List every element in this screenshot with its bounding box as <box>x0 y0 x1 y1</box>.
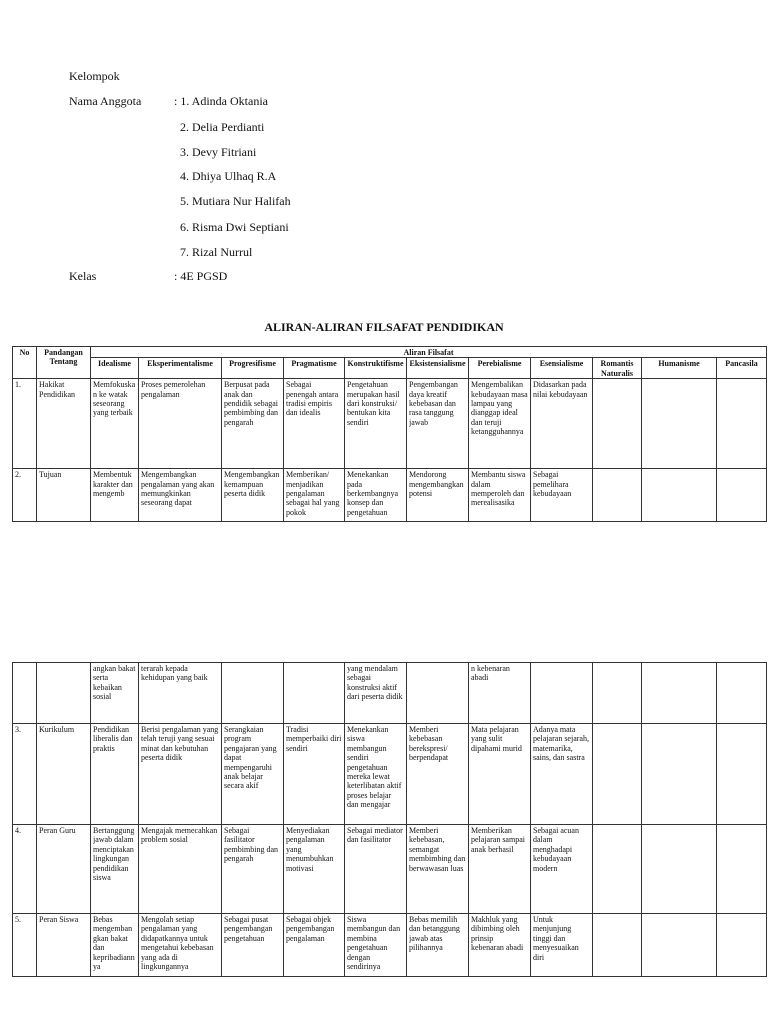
aliran-cell-text: Sebagai penengah antara tradisi empiris dan idealis <box>286 380 339 418</box>
row-topic-cell <box>37 724 91 825</box>
aliran-cell <box>345 724 407 825</box>
aliran-cell <box>531 379 593 469</box>
aliran-cell-text: Makhluk yang dibimbing oleh prinsip kebenaran abadi <box>471 915 524 953</box>
aliran-cell-text: Memberikan/ menjadikan pengalaman sebagai hal yang pokok <box>286 470 340 517</box>
table-row <box>13 914 767 977</box>
aliran-cell <box>91 914 139 977</box>
aliran-cell <box>345 825 407 914</box>
aliran-cell-text: Pengembangan daya kreatif kebebasan dan rasa tanggung jawab <box>409 380 458 427</box>
col-aliran-header: Pragmatisme <box>284 358 345 379</box>
aliran-cell <box>642 914 717 977</box>
row-number-cell <box>13 914 37 977</box>
aliran-cell-text: Mengembalikan kebudayaan masa lampau yang dianggap ideal dan teruji ketangguhannya <box>471 380 528 437</box>
aliran-cell <box>222 469 284 522</box>
aliran-cell-text: Mengolah setiap pengalaman yang didapatkannya untuk mengetahui kebebasan yang ada di lingkungannya <box>141 915 214 972</box>
aliran-cell-text: Sebagai pusat pengembangan pengetahuan <box>224 915 273 943</box>
aliran-cell <box>469 469 531 522</box>
aliran-cell-text: Sebagai mediator dan fasilitator <box>347 826 403 845</box>
aliran-cell-text: Memberi kebebasan berekspresi/ berpendapat <box>409 725 449 763</box>
philosophy-table-part-1 <box>12 346 767 522</box>
col-pandangan-header: Pandangan Tentang <box>37 347 91 379</box>
row-number-cell-text: 1. <box>15 380 21 390</box>
table-row <box>13 825 767 914</box>
aliran-cell-text: Pendidikan liberalis dan praktis <box>93 725 133 753</box>
aliran-cell-text: Bebas mengembangkan bakat dan kepribadiannya <box>93 915 135 972</box>
member-6: 6. Risma Dwi Septiani <box>180 220 289 234</box>
member-3: 3. Devy Fitriani <box>180 145 257 159</box>
aliran-cell-text: n kebenaran abadi <box>471 664 510 683</box>
aliran-cell <box>469 825 531 914</box>
aliran-cell <box>139 724 222 825</box>
aliran-cell <box>91 469 139 522</box>
aliran-cell <box>593 663 642 724</box>
aliran-cell <box>91 825 139 914</box>
col-aliran-header: Esensialisme <box>531 358 593 379</box>
aliran-cell <box>593 724 642 825</box>
col-aliran-header: Eksperimentalisme <box>139 358 222 379</box>
aliran-cell <box>642 663 717 724</box>
row-number-cell-text: 3. <box>15 725 21 734</box>
row-topic-cell <box>37 914 91 977</box>
row-topic-cell <box>37 663 91 724</box>
member-7: 7. Rizal Nurrul <box>180 245 253 259</box>
aliran-cell <box>642 379 717 469</box>
row-number-cell-text: 2. <box>15 470 21 480</box>
aliran-cell <box>139 825 222 914</box>
aliran-cell <box>407 914 469 977</box>
aliran-cell-text: Bebas memilih dan betanggung jawab atas pilihannya <box>409 915 460 953</box>
aliran-cell <box>469 724 531 825</box>
aliran-cell-text: yang mendalam sebagai konstruksi aktif dari peserta didik <box>347 664 403 702</box>
member-5: 5. Mutiara Nur Halifah <box>180 194 291 208</box>
aliran-cell-text: angkan bakat serta kebaikan sosial <box>93 664 136 702</box>
table-row <box>13 663 767 724</box>
aliran-cell <box>717 469 767 522</box>
aliran-cell <box>139 469 222 522</box>
aliran-cell-text: Membentuk karakter dan mengemb <box>93 470 133 499</box>
aliran-cell-text: Mengajak memecahkan problem sosial <box>141 826 218 845</box>
col-aliran-header: Perebialisme <box>469 358 531 379</box>
col-aliran-header: Romantis Naturalis <box>593 358 642 379</box>
aliran-cell-text: Berisi pengalaman yang telah teruji yang sesuai minat dan kebutuhan peserta didik <box>141 725 219 763</box>
aliran-cell-text: Mendorong mengembangkan potensi <box>409 470 464 499</box>
row-topic-cell-text: Peran Siswa <box>39 915 79 924</box>
row-topic-cell-text: Hakikat Pendidikan <box>39 380 75 399</box>
aliran-cell-text: Serangkaian program pengajaran yang dapat mempengaruhi anak belajar secara akif <box>224 725 277 791</box>
col-aliran-header: Konstruktifisme <box>345 358 407 379</box>
aliran-cell <box>717 825 767 914</box>
aliran-cell <box>284 724 345 825</box>
philosophy-table-part-2 <box>12 662 767 977</box>
aliran-cell <box>531 724 593 825</box>
aliran-cell <box>222 379 284 469</box>
aliran-cell-text: Proses pemerolehan pengalaman <box>141 380 206 399</box>
aliran-cell-text: Memberi kebebasan, semangat membimbing dan berwawasan luas <box>409 826 466 873</box>
row-topic-cell-text: Tujuan <box>39 470 62 480</box>
aliran-cell <box>593 379 642 469</box>
aliran-cell <box>717 914 767 977</box>
aliran-cell <box>284 825 345 914</box>
row-number-cell <box>13 379 37 469</box>
col-aliran-header: Eksistensialisme <box>407 358 469 379</box>
aliran-cell <box>222 914 284 977</box>
aliran-cell <box>407 825 469 914</box>
aliran-cell <box>531 469 593 522</box>
aliran-cell-text: Memfokuskan ke watak seseorang yang terbaik <box>93 380 136 418</box>
aliran-cell-text: Membantu siswa dalam memperoleh dan merealisasika <box>471 470 526 508</box>
aliran-cell-text: Untuk menjunjung tinggi dan menyesuaikan diri <box>533 915 579 962</box>
aliran-cell <box>469 379 531 469</box>
col-aliran-header: Progresifisme <box>222 358 284 379</box>
kelas-value: : 4E PGSD <box>174 269 228 283</box>
row-number-cell <box>13 663 37 724</box>
aliran-cell <box>717 663 767 724</box>
row-number-cell-text: 4. <box>15 826 21 835</box>
row-number-cell-text: 5. <box>15 915 21 924</box>
row-topic-cell-text: Peran Guru <box>39 826 76 835</box>
aliran-cell-text: Sebagai pemelihara kebudayaan <box>533 470 572 499</box>
aliran-cell-text: Mata pelajaran yang sulit dipahami murid <box>471 725 522 753</box>
row-topic-cell <box>37 379 91 469</box>
kelas-label: Kelas <box>69 269 97 283</box>
row-topic-cell-text: Kurikulum <box>39 725 75 734</box>
col-aliran-header: Idealisme <box>91 358 139 379</box>
aliran-cell <box>407 724 469 825</box>
aliran-cell <box>469 663 531 724</box>
member-4: 4. Dhiya Ulhaq R.A <box>180 169 277 183</box>
member-2: 2. Delia Perdianti <box>180 120 265 134</box>
aliran-cell-text: Berpusat pada anak dan pendidik sebagai pembimbing dan pengarah <box>224 380 278 427</box>
aliran-cell-text: Bertanggung jawab dalam menciptakan lingkungan pendidikan siswa <box>93 826 135 883</box>
aliran-cell-text: Sebagai objek pengembangan pengalaman <box>286 915 335 943</box>
aliran-cell <box>407 379 469 469</box>
aliran-cell <box>139 914 222 977</box>
aliran-cell-text: Didasarkan pada nilai kebudayaan <box>533 380 588 399</box>
kelompok-label: Kelompok <box>69 69 120 83</box>
row-number-cell <box>13 469 37 522</box>
col-aliran-header: Humanisme <box>642 358 717 379</box>
aliran-cell <box>139 663 222 724</box>
aliran-cell-text: Tradisi memperbaiki diri sendiri <box>286 725 342 753</box>
member-1: : 1. Adinda Oktania <box>174 94 268 108</box>
aliran-cell <box>345 379 407 469</box>
aliran-cell <box>345 663 407 724</box>
row-topic-cell <box>37 825 91 914</box>
aliran-cell-text: terarah kepada kehidupan yang baik <box>141 664 208 683</box>
aliran-cell-text: Adanya mata pelajaran sejarah, matemarika, sains, dan sastra <box>533 725 589 763</box>
aliran-cell <box>91 379 139 469</box>
document-title: ALIRAN-ALIRAN FILSAFAT PENDIDIKAN <box>264 320 504 334</box>
aliran-cell <box>717 724 767 825</box>
aliran-cell <box>593 825 642 914</box>
col-aliran-header: Pancasila <box>717 358 767 379</box>
aliran-cell <box>91 724 139 825</box>
aliran-cell <box>531 663 593 724</box>
aliran-cell <box>593 914 642 977</box>
aliran-cell <box>642 825 717 914</box>
aliran-cell-text: Pengetahuan merupakan hasil dari konstruksi/ bentukan kita sendiri <box>347 380 400 427</box>
table-row <box>13 379 767 469</box>
row-number-cell <box>13 825 37 914</box>
aliran-cell <box>284 379 345 469</box>
aliran-cell-text: Siswa membangun dan membina pengetahuan dengan sendirinya <box>347 915 401 972</box>
aliran-cell-text: Menekankan siswa membangun sendiri pengetahuan mereka lewat keterlibatan aktif proses belajar dan mengajar <box>347 725 402 810</box>
aliran-cell <box>222 825 284 914</box>
row-number-cell <box>13 724 37 825</box>
aliran-group-header: Aliran Filsafat <box>91 347 767 358</box>
aliran-cell <box>284 914 345 977</box>
aliran-cell <box>222 724 284 825</box>
col-no-header: No <box>13 347 37 379</box>
aliran-cell <box>407 469 469 522</box>
row-topic-cell <box>37 469 91 522</box>
aliran-cell <box>531 914 593 977</box>
aliran-cell <box>284 469 345 522</box>
aliran-cell <box>593 469 642 522</box>
aliran-cell <box>717 379 767 469</box>
aliran-cell <box>345 914 407 977</box>
aliran-cell-text: Menyediakan pengalaman yang menumbuhkan motivasi <box>286 826 334 873</box>
aliran-cell <box>642 724 717 825</box>
table-row <box>13 724 767 825</box>
table-row <box>13 469 767 522</box>
nama-anggota-label: Nama Anggota <box>69 94 142 108</box>
aliran-cell <box>469 914 531 977</box>
aliran-cell <box>407 663 469 724</box>
aliran-cell-text: Mengembangkan pengalaman yang akan memungkinkan seseorang dapat <box>141 470 215 508</box>
aliran-cell-text: Menekankan pada berkembangnya konsep dan pengetahuan <box>347 470 399 517</box>
aliran-cell <box>91 663 139 724</box>
aliran-cell <box>139 379 222 469</box>
aliran-cell-text: Mengembangkan kemampuan peserta didik <box>224 470 280 499</box>
aliran-cell <box>222 663 284 724</box>
aliran-cell <box>531 825 593 914</box>
aliran-cell-text: Sebagai fasilitator pembimbing dan pengarah <box>224 826 278 864</box>
aliran-cell <box>284 663 345 724</box>
aliran-cell <box>345 469 407 522</box>
aliran-cell-text: Memberikan pelajaran sampai anak berhasil <box>471 826 525 854</box>
aliran-cell <box>642 469 717 522</box>
aliran-cell-text: Sebagai acuan dalam menghadapi kebudayaan modern <box>533 826 579 873</box>
